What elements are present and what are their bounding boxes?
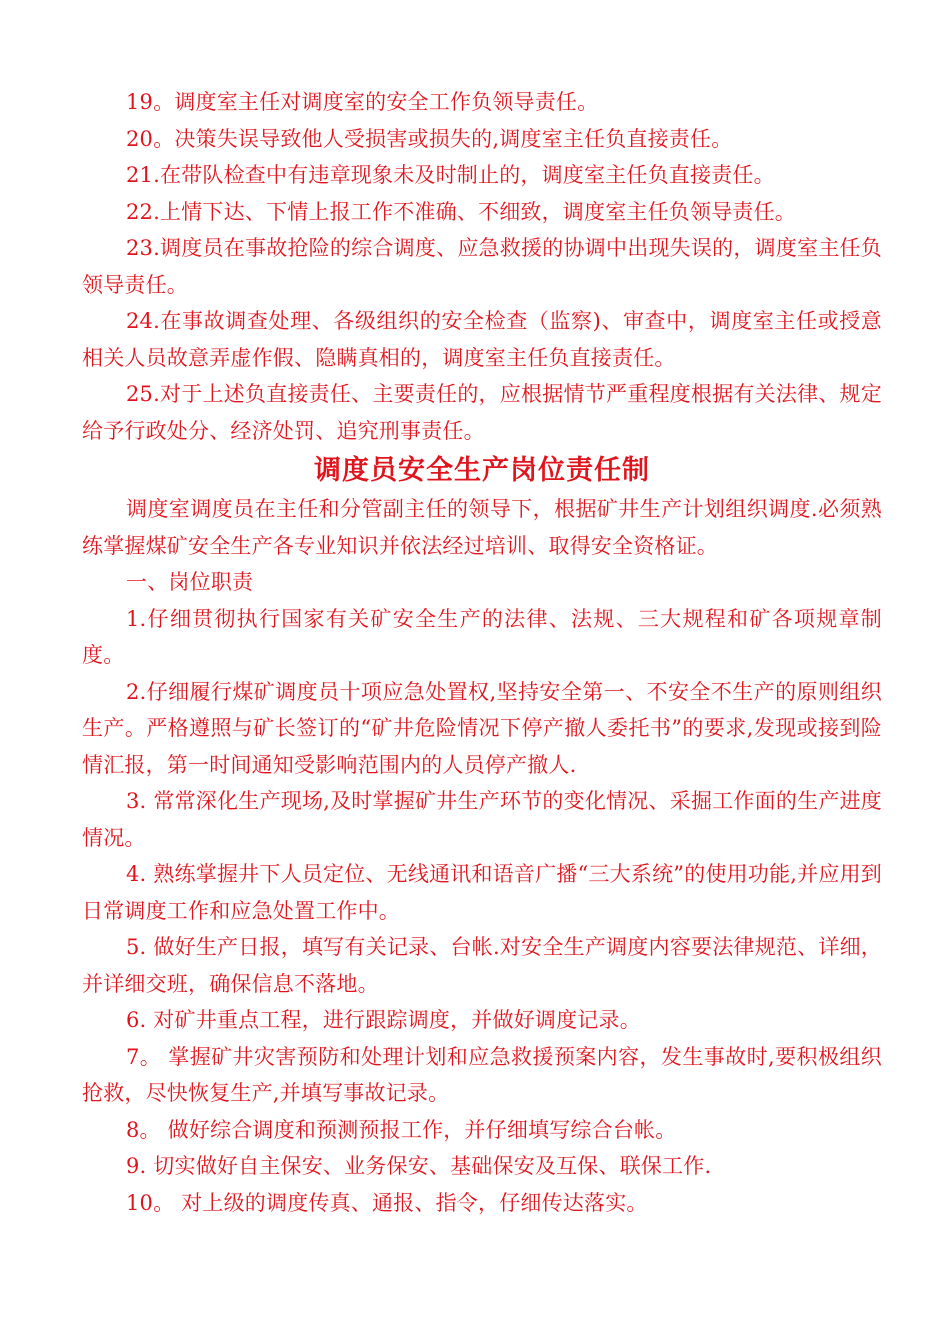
clause-24: 24.在事故调查处理、各级组织的安全检查（监察)、审查中，调度室主任或授意相关人员故意弄虚作假、隐瞒真相的，调度室主任负直接责任。 [82,309,882,370]
clause-19: 19。调度室主任对调度室的安全工作负领导责任。 [126,90,599,114]
duty-item-9: 9. 切实做好自主保安、业务保安、基础保安及互保、联保工作. [126,1154,712,1178]
section-title: 调度员安全生产岗位责任制 [314,455,650,486]
duty-item-8: 8。 做好综合调度和预测预报工作，并仔细填写综合台帐。 [126,1117,677,1142]
duties-heading: 一、岗位职责 [126,570,254,594]
document-page [82,84,882,1221]
clause-25: 25.对于上述负直接责任、主要责任的，应根据情节严重程度根据有关法律、规定给予行政处分、经济处罚、追究刑事责任。 [82,382,882,443]
duty-item-10: 10。 对上级的调度传真、通报、指令，仔细传达落实。 [126,1190,648,1215]
duty-item-2: 2.仔细履行煤矿调度员十项应急处置权,坚持安全第一、不安全不生产的原则组织生产。严格遵照与矿长签订的“矿井危险情况下停产撤人委托书”的要求,发现或接到险情汇报，第一时间通知受影响范围内的人员停产撤人. [82,679,882,777]
section-intro: 调度室调度员在主任和分管副主任的领导下，根据矿井生产计划组织调度.必须熟练掌握煤矿安全生产各专业知识并依法经过培训、取得安全资格证。 [82,497,882,558]
clause-22: 22.上情下达、下情上报工作不准确、不细致，调度室主任负领导责任。 [126,199,796,224]
duty-item-4: 4. 熟练掌握井下人员定位、无线通讯和语音广播“三大系统”的使用功能,并应用到日常调度工作和应急处置工作中。 [82,862,882,923]
duty-item-7: 7。 掌握矿井灾害预防和处理计划和应急救援预案内容，发生事故时,要积极组织抢救，尽快恢复生产,并填写事故记录。 [82,1044,882,1105]
clause-20: 20。决策失误导致他人受损害或损失的,调度室主任负直接责任。 [126,126,733,151]
clause-23: 23.调度员在事故抢险的综合调度、应急救援的协调中出现失误的，调度室主任负领导责任。 [82,236,882,297]
duty-item-5: 5. 做好生产日报，填写有关记录、台帐.对安全生产调度内容要法律规范、详细，并详细交班，确保信息不落地。 [82,935,882,996]
duty-item-1: 1.仔细贯彻执行国家有关矿安全生产的法律、法规、三大规程和矿各项规章制度。 [82,606,882,667]
duty-item-3: 3. 常常深化生产现场,及时掌握矿井生产环节的变化情况、采掘工作面的生产进度情况。 [82,789,882,850]
duty-item-6: 6. 对矿井重点工程，进行跟踪调度，并做好调度记录。 [126,1008,641,1032]
clause-21: 21.在带队检查中有违章现象未及时制止的，调度室主任负直接责任。 [126,163,775,187]
